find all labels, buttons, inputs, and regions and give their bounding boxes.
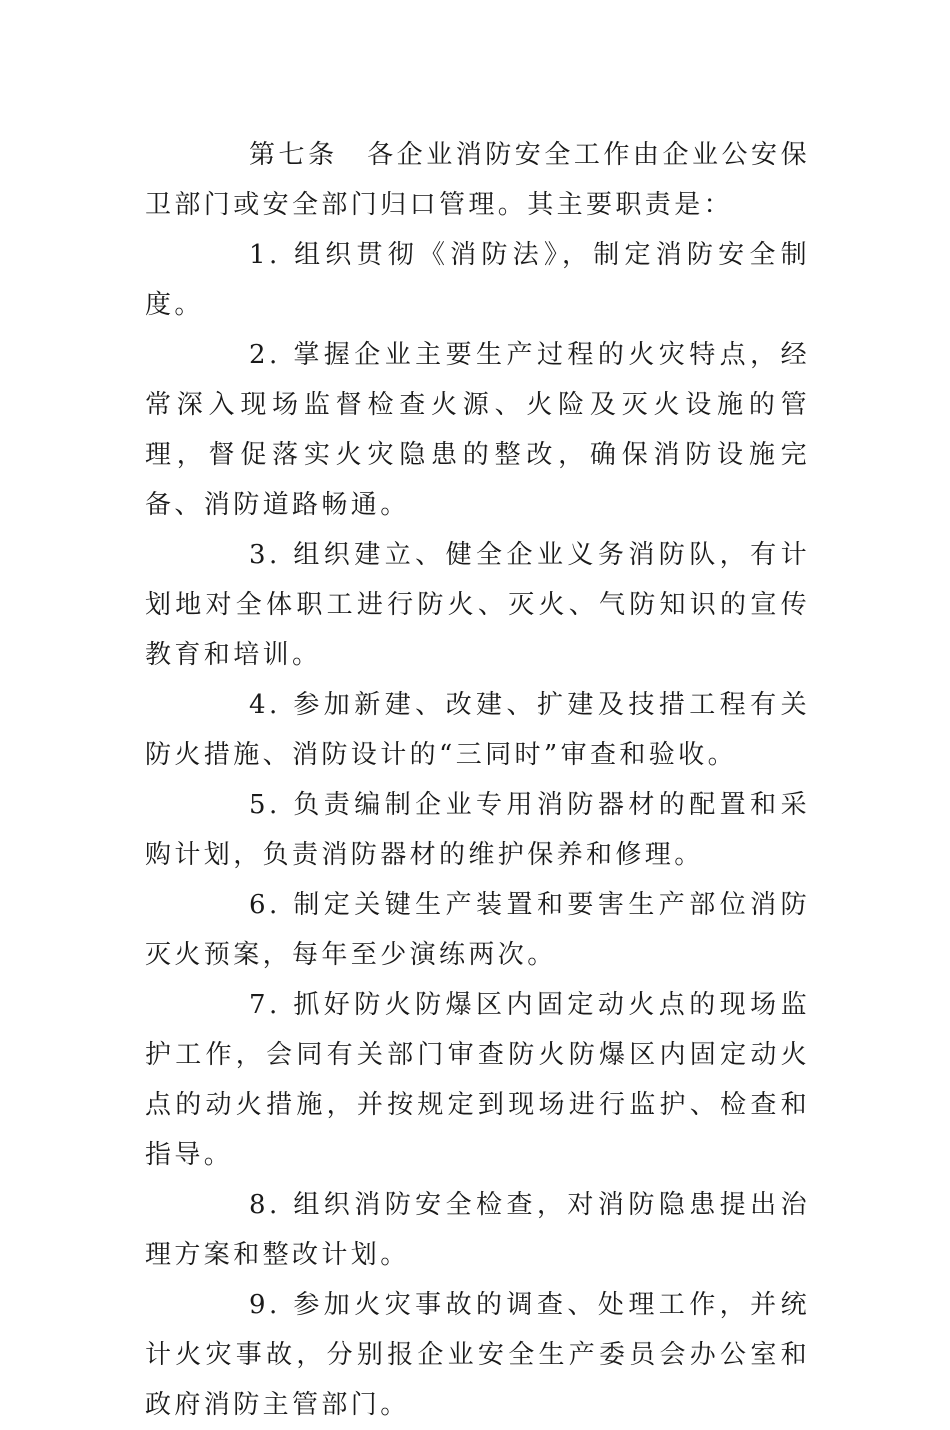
duty-item-8: 8. 组织消防安全检查，对消防隐患提出治理方案和整改计划。 <box>145 1190 810 1270</box>
duty-item-3: 3. 组织建立、健全企业义务消防队，有计划地对全体职工进行防火、灭火、气防知识的宣传教育和培训。 <box>145 540 810 670</box>
duty-item-5: 5. 负责编制企业专用消防器材的配置和采购计划，负责消防器材的维护保养和修理。 <box>145 790 810 870</box>
duty-item-2: 2. 掌握企业主要生产过程的火灾特点，经常深入现场监督检查火源、火险及灭火设施的管理，督促落实火灾隐患的整改，确保消防设施完备、消防道路畅通。 <box>145 340 810 520</box>
document-body <box>145 130 810 1430</box>
duty-item-1: 1. 组织贯彻《消防法》，制定消防安全制度。 <box>145 240 810 320</box>
duty-item-4: 4. 参加新建、改建、扩建及技措工程有关防火措施、消防设计的“三同时”审查和验收。 <box>145 690 810 770</box>
duty-item-7: 7. 抓好防火防爆区内固定动火点的现场监护工作，会同有关部门审查防火防爆区内固定动火点的动火措施，并按规定到现场进行监护、检查和指导。 <box>145 990 810 1170</box>
duty-item-9: 9. 参加火灾事故的调查、处理工作，并统计火灾事故，分别报企业安全生产委员会办公室和政府消防主管部门。 <box>145 1290 810 1420</box>
article-7-intro: 第七条 各企业消防安全工作由企业公安保卫部门或安全部门归口管理。其主要职责是： <box>145 140 810 220</box>
duty-item-6: 6. 制定关键生产装置和要害生产部位消防灭火预案，每年至少演练两次。 <box>145 890 810 970</box>
